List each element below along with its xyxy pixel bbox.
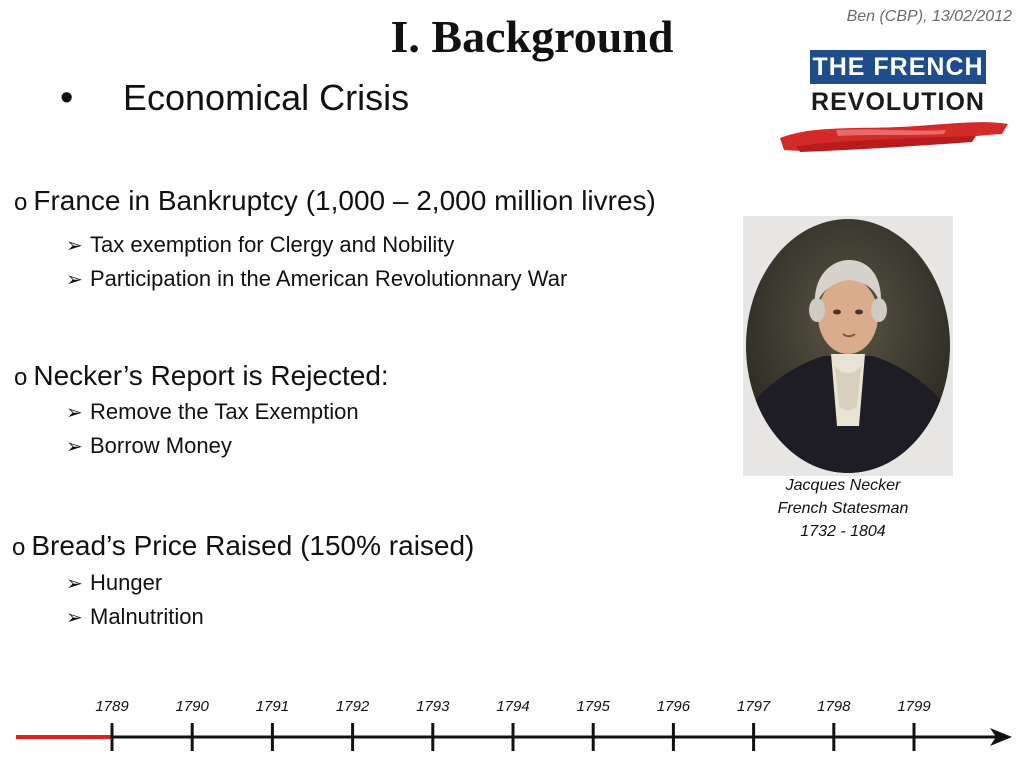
french-revolution-logo [776, 44, 1012, 156]
logo-line-2: REVOLUTION [811, 88, 985, 116]
list-item-text: Remove the Tax Exemption [90, 399, 359, 424]
author-date: Ben (CBP), 13/02/2012 [846, 8, 1012, 25]
portrait-caption-name: Jacques Necker [785, 477, 901, 494]
timeline-year-label: 1798 [817, 698, 851, 715]
timeline-year-label: 1789 [95, 698, 129, 715]
red-brush-stroke-icon [776, 110, 1012, 156]
section-heading-text: France in Bankruptcy (1,000 – 2,000 million livres) [33, 185, 656, 216]
timeline-year-label: 1792 [335, 698, 370, 715]
list-item-text: Borrow Money [90, 433, 232, 458]
arrow-bullet-icon: ➢ [66, 573, 83, 595]
main-point-heading: Economical Crisis [123, 77, 410, 118]
list-item [66, 569, 162, 598]
main-bullet-dot: • [60, 77, 74, 119]
timeline-year-label: 1796 [656, 698, 691, 715]
list-item [66, 231, 454, 260]
section-heading [14, 359, 389, 395]
list-item [66, 265, 567, 294]
timeline-year-label: 1790 [175, 698, 209, 715]
portrait-illustration [743, 216, 953, 476]
portrait-caption-role: French Statesman [777, 500, 909, 517]
timeline-year-label: 1797 [736, 698, 771, 715]
section-heading-text: Necker’s Report is Rejected: [33, 360, 389, 391]
portrait-image [743, 216, 953, 476]
slide-title: I. Background [390, 11, 674, 62]
list-item-text: Tax exemption for Clergy and Nobility [90, 232, 455, 257]
timeline-year-label: 1794 [496, 698, 530, 715]
section-heading [12, 529, 474, 565]
timeline-year-label: 1793 [416, 698, 450, 715]
arrow-bullet-icon: ➢ [66, 607, 83, 629]
timeline [0, 688, 1024, 768]
list-item-text: Malnutrition [90, 604, 204, 629]
section-heading-text: Bread’s Price Raised (150% raised) [31, 530, 475, 561]
circle-bullet-icon: o [14, 189, 28, 216]
list-item [66, 398, 359, 427]
list-item [66, 432, 232, 461]
portrait-caption-years: 1732 - 1804 [800, 523, 886, 540]
list-item-text: Participation in the American Revolutionnary War [90, 266, 568, 291]
timeline-year-label: 1791 [255, 698, 290, 715]
timeline-year-label: 1799 [897, 698, 931, 715]
arrow-bullet-icon: ➢ [66, 269, 83, 291]
circle-bullet-icon: o [14, 364, 28, 391]
list-item-text: Hunger [90, 570, 163, 595]
arrow-bullet-icon: ➢ [66, 235, 83, 257]
circle-bullet-icon: o [12, 534, 26, 561]
logo-line-1: THE FRENCH [810, 50, 986, 84]
section-heading [14, 184, 656, 220]
arrow-bullet-icon: ➢ [66, 402, 83, 424]
list-item [66, 603, 204, 632]
timeline-year-label: 1795 [576, 698, 610, 715]
arrow-bullet-icon: ➢ [66, 436, 83, 458]
